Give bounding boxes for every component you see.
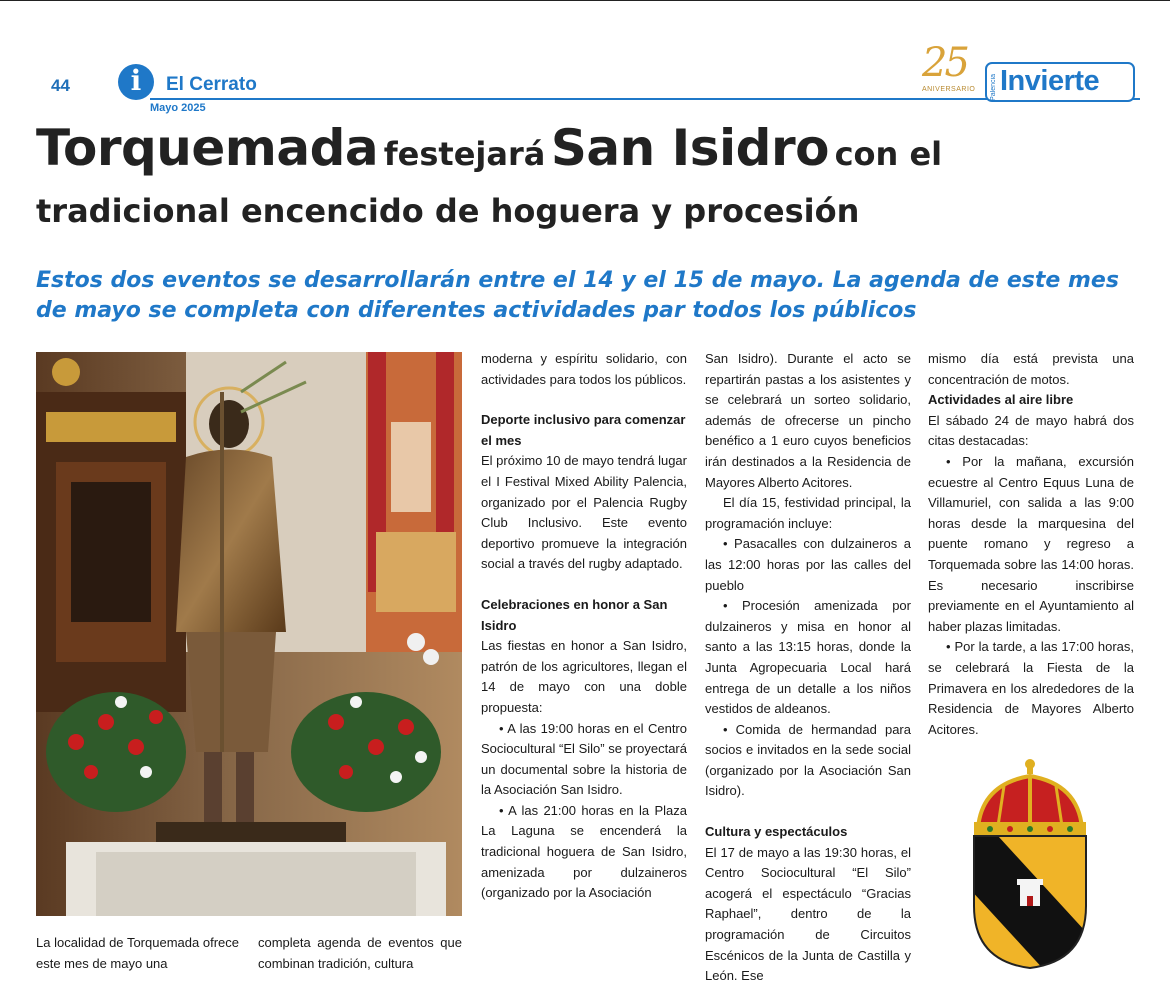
san-isidro-statue-photo bbox=[36, 352, 462, 916]
bullet-item: • Por la tarde, a las 17:00 horas, se celebrará la Fiesta de la Primavera en los alrededores de la Residencia de Mayores Alberto Acitores. bbox=[928, 639, 1134, 737]
top-border bbox=[0, 0, 1170, 1]
section-name: El Cerrato bbox=[166, 74, 257, 95]
column-2 bbox=[481, 349, 687, 904]
intro-col-b: completa agenda de eventos que combinan tradición, cultura bbox=[258, 935, 462, 971]
paragraph: El próximo 10 de mayo tendrá lugar el I Festival Mixed Ability Palencia, organizado por el Palencia Rugby Club Inclusivo. Este evento deportivo promueve la integración social a través del rugby adaptado. bbox=[481, 453, 687, 572]
headline-part2: festejará bbox=[383, 135, 546, 173]
headline-part3: San Isidro bbox=[550, 119, 829, 177]
subheadline: Estos dos eventos se desarrollarán entre el 14 y el 15 de mayo. La agenda de este mes de mayo se completa con diferentes actividades par todos los públicos bbox=[36, 268, 1119, 323]
headline-part4: con el bbox=[834, 135, 943, 173]
subheading: Celebraciones en honor a San Isidro bbox=[481, 596, 668, 633]
bullet-item: • Procesión amenizada por dulzaineros y misa en honor al santo a las 13:15 horas, donde la Junta Agropecuaria Local hará entrega de un detalle a los niños vestidos de aldeanos. bbox=[705, 598, 911, 717]
coat-of-arms bbox=[968, 756, 1092, 970]
column-4 bbox=[928, 349, 1134, 740]
bullet-item: • Comida de hermandad para socios e invitados en la sede social (organizado por la Asociación San Isidro). bbox=[705, 721, 911, 799]
paragraph: El sábado 24 de mayo habrá dos citas destacadas: bbox=[928, 412, 1134, 449]
anniversary-logo: 25 ANIVERSARIO bbox=[922, 40, 976, 93]
paragraph: mismo día está prevista una concentración de motos. bbox=[928, 351, 1134, 387]
page-number: 44 bbox=[51, 76, 70, 95]
bullet-item: • A las 21:00 horas en la Plaza La Laguna se encenderá la tradicional hoguera de San Isidro, amenizada por dulzaineros (organizado por la Asociación bbox=[481, 802, 687, 901]
headline-part1: Torquemada bbox=[36, 119, 379, 177]
bullet-item: • Por la mañana, excursión ecuestre al Centro Equus Luna de Villamuriel, con salida a las 9:00 horas desde la marquesina del puente romano y regreso a Torquemada sobre las 14:00 horas. Es necesario inscribirse previamente en el Ayuntamiento al haber plazas limitadas. bbox=[928, 453, 1134, 634]
paragraph: El día 15, festividad principal, la programación incluye: bbox=[705, 495, 911, 531]
headline-line2: tradicional encencido de hoguera y procesión bbox=[36, 192, 860, 230]
bullet-item: • A las 19:00 horas en el Centro Sociocultural “El Silo” se proyectará un documental sobre la historia de la Asociación San Isidro. bbox=[481, 720, 687, 798]
subheading: Actividades al aire libre bbox=[928, 392, 1074, 408]
subheading: Deporte inclusivo para comenzar el mes bbox=[481, 412, 686, 448]
paragraph: Las fiestas en honor a San Isidro, patrón de los agricultores, llegan el 14 de mayo con una doble propuesta: bbox=[481, 638, 687, 715]
issue-date: Mayo 2025 bbox=[150, 102, 206, 114]
column-3 bbox=[705, 349, 911, 987]
info-icon: i bbox=[118, 64, 154, 100]
headline bbox=[36, 118, 1136, 230]
paragraph: El 17 de mayo a las 19:30 horas, el Centro Sociocultural “El Silo” acogerá el espectáculo “Gracias Raphael”, dentro de la programación de Circuitos Escénicos de la Junta de Castilla y León. Ese bbox=[705, 844, 911, 984]
invierte-logo: Palencia Invierte bbox=[985, 62, 1135, 102]
subheading: Cultura y espectáculos bbox=[705, 824, 848, 840]
bullet-item: • Pasacalles con dulzaineros a las 12:00 horas por las calles del pueblo bbox=[705, 536, 911, 593]
paragraph: San Isidro). Durante el acto se repartirán pastas a los asistentes y se celebrará un sorteo solidario, además de ofrecerse un pincho benéfico a 1 euro cuyos beneficios irán destinados a la Residencia de Mayores Alberto Acitores. bbox=[705, 351, 911, 490]
paragraph: moderna y espíritu solidario, con actividades para todos los públicos. bbox=[481, 351, 687, 387]
intro-col-a: La localidad de Torquemada ofrece este mes de mayo una bbox=[36, 935, 239, 971]
